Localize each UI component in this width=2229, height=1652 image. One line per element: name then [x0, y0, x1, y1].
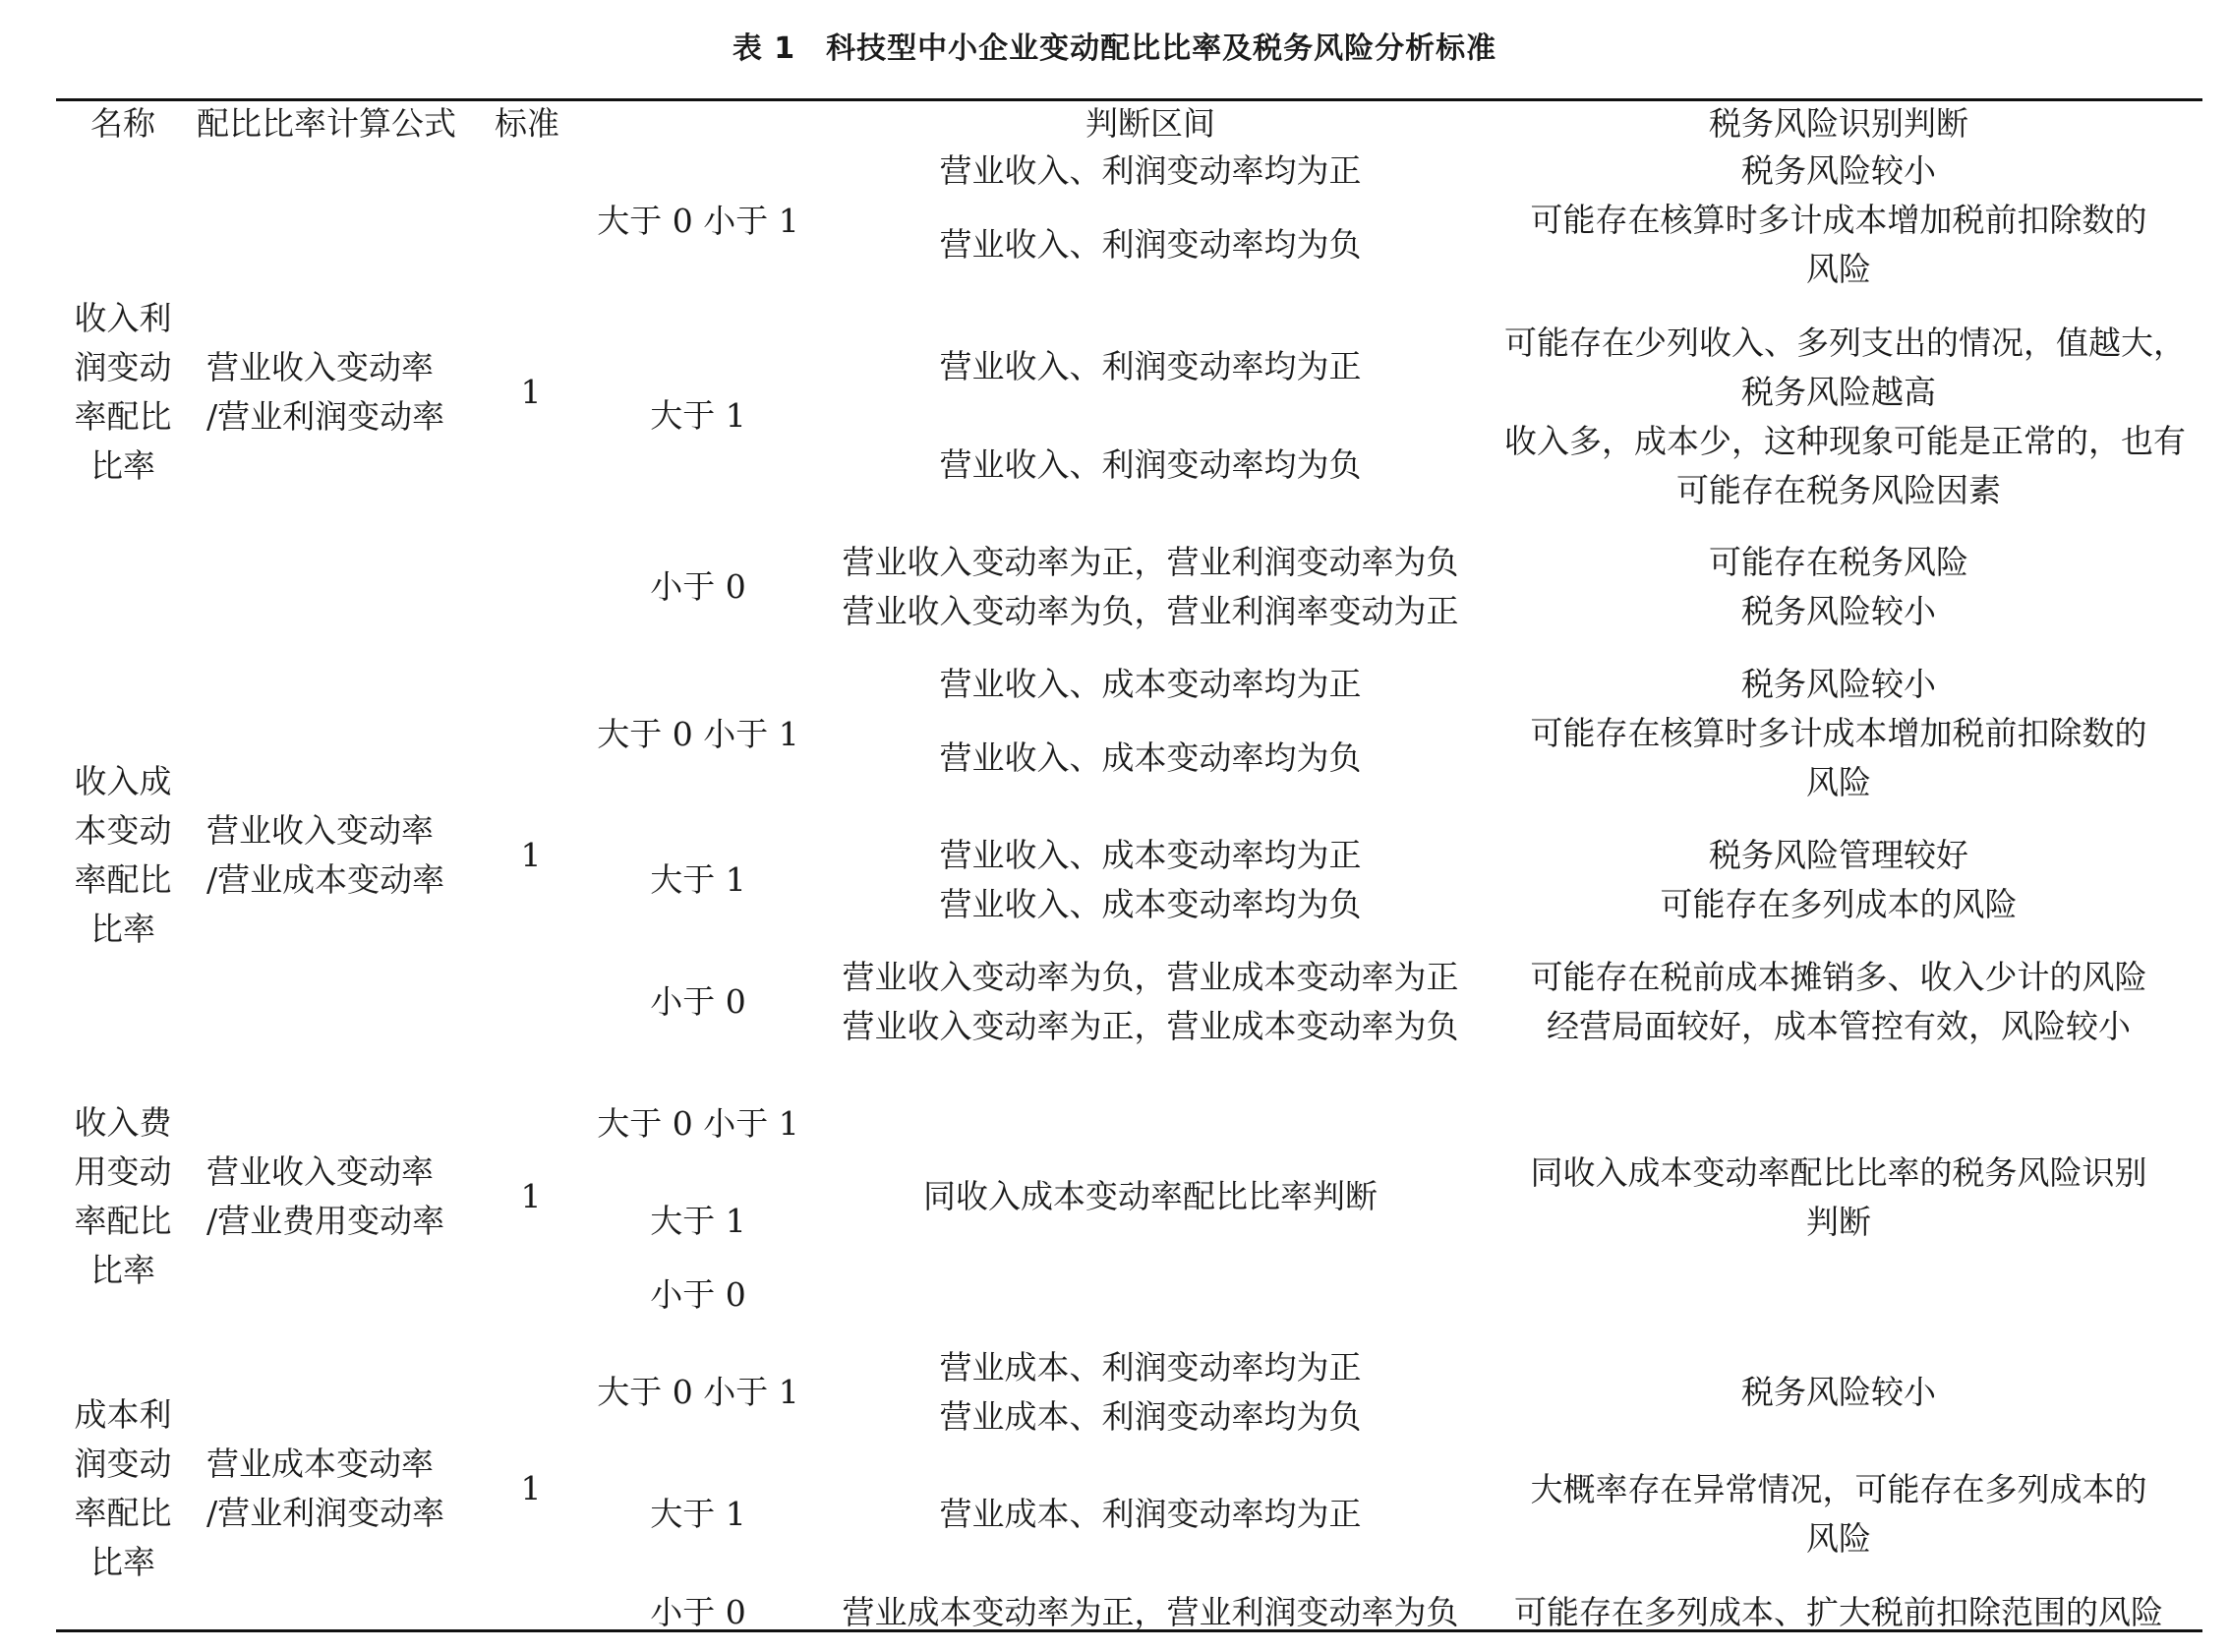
row-name-line: 比率	[90, 446, 155, 485]
formula-line: 营业收入变动率	[206, 348, 434, 386]
row-name-line: 比率	[90, 910, 155, 948]
judgment-text: 可能存在少列收入、多列支出的情况，值越大，	[1504, 324, 2186, 362]
formula-line: /营业费用变动率	[206, 1202, 445, 1240]
row-name-line: 成本利	[74, 1395, 172, 1434]
judgment-text: 风险	[1806, 763, 1871, 801]
row-name-line: 率配比	[74, 860, 172, 899]
formula-line: /营业成本变动率	[206, 860, 445, 899]
condition-text: 营业收入变动率为正，营业利润变动率为负	[842, 543, 1459, 581]
condition-text: 营业收入、成本变动率均为负	[939, 885, 1362, 923]
formula-line: 营业成本变动率	[206, 1445, 434, 1483]
condition-text: 营业收入变动率为负，营业成本变动率为正	[842, 958, 1459, 996]
row-name-line: 收入费	[74, 1103, 172, 1142]
condition-text: 营业成本、利润变动率均为正	[939, 1348, 1362, 1386]
range-label: 小于 0	[650, 1593, 746, 1631]
condition-text: 营业成本变动率为正，营业利润变动率为负	[842, 1593, 1459, 1631]
condition-text: 营业收入、成本变动率均为正	[939, 836, 1362, 874]
header-interval: 判断区间	[1085, 104, 1215, 143]
condition-text: 营业收入、成本变动率均为正	[939, 665, 1362, 703]
row-name-line: 收入利	[74, 299, 172, 337]
judgment-text: 税务风险较小	[1741, 1373, 1936, 1411]
judgment-text: 可能存在税务风险因素	[1676, 471, 2001, 509]
condition-text: 营业收入、利润变动率均为正	[939, 151, 1362, 190]
judgment-text: 可能存在多列成本的风险	[1660, 885, 2018, 923]
condition-text: 营业收入变动率为负，营业利润率变动为正	[842, 592, 1459, 630]
range-label: 大于 1	[650, 1495, 746, 1533]
row-name-line: 率配比	[74, 1494, 172, 1532]
judgment-text: 税务风险管理较好	[1709, 836, 1968, 874]
range-label: 小于 0	[650, 982, 746, 1021]
standard-value: 1	[520, 373, 542, 411]
range-label: 大于 1	[650, 860, 746, 899]
range-label: 小于 0	[650, 567, 746, 606]
condition-text: 营业成本、利润变动率均为正	[939, 1495, 1362, 1533]
judgment-text: 税务风险较小	[1741, 151, 1936, 190]
judgment-text: 可能存在核算时多计成本增加税前扣除数的	[1530, 201, 2147, 239]
range-label: 大于 0 小于 1	[597, 202, 799, 240]
row-name-line: 比率	[90, 1251, 155, 1289]
judgment-text: 税务风险越高	[1741, 373, 1936, 411]
row-name-line: 润变动	[74, 1445, 172, 1483]
range-label: 大于 1	[650, 396, 746, 435]
condition-text: 营业收入、利润变动率均为正	[939, 347, 1362, 385]
condition-text: 营业收入、利润变动率均为负	[939, 445, 1362, 484]
judgment-text: 可能存在税前成本摊销多、收入少计的风险	[1530, 958, 2147, 996]
range-label: 大于 0 小于 1	[597, 715, 799, 753]
range-label: 小于 0	[650, 1275, 746, 1314]
header-standard: 标准	[495, 104, 559, 143]
formula-line: 营业收入变动率	[206, 811, 434, 850]
table-title: 表 1 科技型中小企业变动配比比率及税务风险分析标准	[732, 31, 1497, 66]
judgment-text: 可能存在多列成本、扩大税前扣除范围的风险	[1514, 1593, 2163, 1631]
judgment-text: 收入多，成本少，这种现象可能是正常的，也有	[1504, 422, 2186, 460]
condition-text: 营业成本、利润变动率均为负	[939, 1397, 1362, 1436]
condition-text: 营业收入变动率为正，营业成本变动率为负	[842, 1007, 1459, 1045]
condition-text: 营业收入、成本变动率均为负	[939, 738, 1362, 777]
judgment-text: 大概率存在异常情况，可能存在多列成本的	[1530, 1470, 2147, 1508]
formula-line: /营业利润变动率	[206, 1494, 445, 1532]
judgment-text: 税务风险较小	[1741, 592, 1936, 630]
formula-line: 营业收入变动率	[206, 1152, 434, 1191]
standard-value: 1	[520, 1177, 542, 1215]
standard-value: 1	[520, 1469, 542, 1507]
judgment-text: 判断	[1806, 1203, 1871, 1241]
judgment-text: 可能存在核算时多计成本增加税前扣除数的	[1530, 714, 2147, 752]
row-name-line: 收入成	[74, 762, 172, 800]
judgment-text: 税务风险较小	[1741, 665, 1936, 703]
row-name-line: 率配比	[74, 397, 172, 436]
header-judgment: 税务风险识别判断	[1709, 104, 1968, 143]
judgment-text: 风险	[1806, 250, 1871, 288]
row-name-line: 比率	[90, 1543, 155, 1581]
row-name-line: 本变动	[74, 811, 172, 850]
standard-value: 1	[520, 836, 542, 874]
row-name-line: 润变动	[74, 348, 172, 386]
condition-text: 营业收入、利润变动率均为负	[939, 225, 1362, 264]
header-name: 名称	[90, 104, 155, 143]
judgment-text: 同收入成本变动率配比比率的税务风险识别	[1530, 1153, 2147, 1192]
judgment-text: 风险	[1806, 1519, 1871, 1558]
row-name-line: 用变动	[74, 1152, 172, 1191]
range-label: 大于 0 小于 1	[597, 1104, 799, 1143]
header-formula: 配比比率计算公式	[197, 104, 456, 143]
row-name-line: 率配比	[74, 1202, 172, 1240]
judgment-text: 可能存在税务风险	[1709, 543, 1968, 581]
range-label: 大于 0 小于 1	[597, 1373, 799, 1411]
range-label: 大于 1	[650, 1202, 746, 1240]
formula-line: /营业利润变动率	[206, 397, 445, 436]
judgment-text: 经营局面较好，成本管控有效，风险较小	[1547, 1007, 2131, 1045]
condition-text: 同收入成本变动率配比比率判断	[923, 1177, 1378, 1215]
